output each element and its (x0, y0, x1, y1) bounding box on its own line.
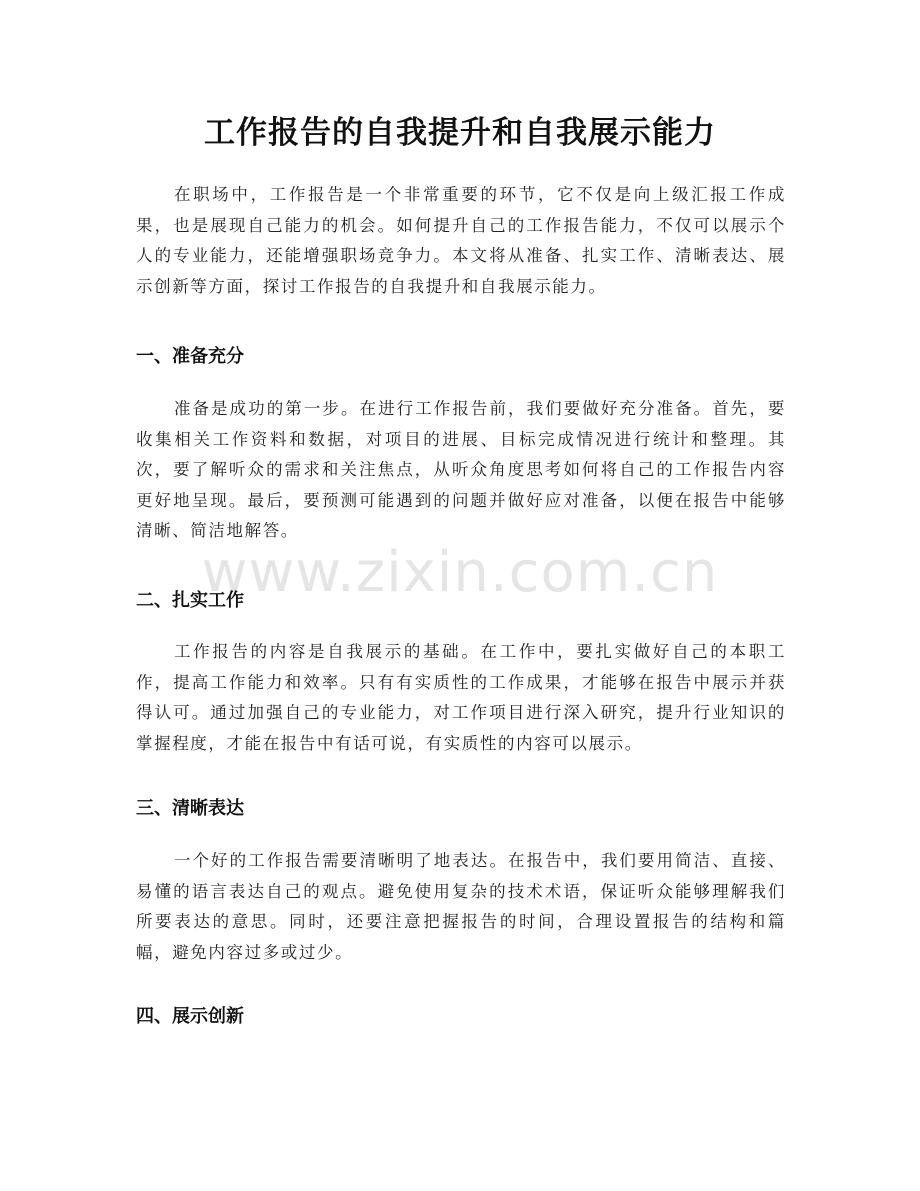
section-heading-4: 四、展示创新 (136, 1006, 244, 1027)
section-heading-1: 一、准备充分 (136, 346, 244, 367)
intro-paragraph: 在职场中，工作报告是一个非常重要的环节，它不仅是向上级汇报工作成果，也是展现自己能力的机会。如何提升自己的工作报告能力，不仅可以展示个人的专业能力，还能增强职场竞争力。本文将从准备、扎实工作、清晰表达、展示创新等方面，探讨工作报告的自我提升和自我展示能力。 (136, 185, 786, 296)
section-body-2: 工作报告的内容是自我展示的基础。在工作中，要扎实做好自己的本职工作，提高工作能力和效率。只有有实质性的工作成果，才能够在报告中展示并获得认可。通过加强自己的专业能力，对工作项目进行深入研究，提升行业知识的掌握程度，才能在报告中有话可说，有实质性的内容可以展示。 (136, 642, 786, 753)
section-heading-2: 二、扎实工作 (136, 590, 244, 611)
watermark-text: www.zixin.com.cn (201, 540, 719, 605)
section-body-1: 准备是成功的第一步。在进行工作报告前，我们要做好充分准备。首先，要收集相关工作资料和数据，对项目的进展、目标完成情况进行统计和整理。其次，要了解听众的需求和关注焦点，从听众角度思考如何将自己的工作报告内容更好地呈现。最后，要预测可能遇到的问题并做好应对准备，以便在报告中能够清晰、简洁地解答。 (136, 399, 786, 540)
section-body-3: 一个好的工作报告需要清晰明了地表达。在报告中，我们要用简洁、直接、易懂的语言表达自己的观点。避免使用复杂的技术术语，保证听众能够理解我们所要表达的意思。同时，还要注意把握报告的时间，合理设置报告的结构和篇幅，避免内容过多或过少。 (136, 851, 786, 962)
document-title: 工作报告的自我提升和自我展示能力 (204, 115, 716, 151)
section-heading-3: 三、清晰表达 (136, 798, 244, 819)
